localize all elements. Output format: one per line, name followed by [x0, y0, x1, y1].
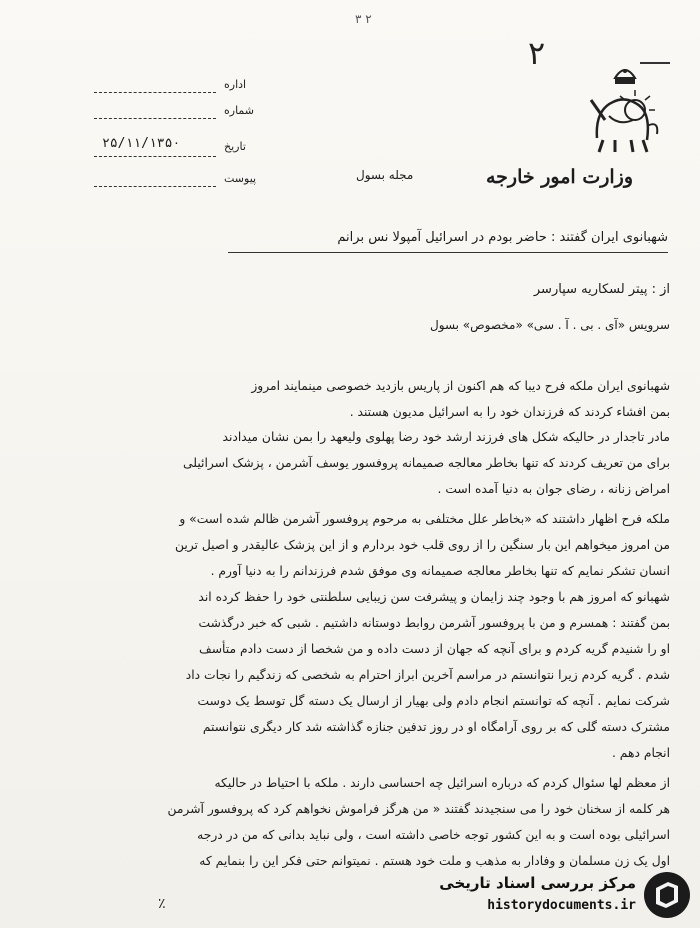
field-label-number: شماره — [224, 104, 255, 117]
archive-logo-icon — [642, 870, 692, 920]
body-line: بمن گفتند : همسرم و من با پروفسور آشرمن روابط دوستانه داشتیم . شبی که خبر درگذشت — [198, 616, 670, 630]
body-line: مادر تاجدار در حالیکه شکل های فرزند ارشد خود رضا پهلوی ولیعهد را بمن نشان میدادند — [222, 430, 670, 444]
field-line-date — [94, 156, 216, 157]
body-line: امراض زنانه ، رضای جوان به دنیا آمده است . — [437, 482, 670, 496]
paragraph-4 — [36, 584, 670, 766]
source-line: سرویس «آی . بی . آ . سی» «مخصوص» بسول — [430, 318, 670, 332]
lion-and-sun-emblem-icon — [585, 60, 665, 160]
body-line: اول یک زن مسلمان و وفادار به مذهب و ملت خود هستم . نمیتوانم حتی فکر این را بنمایم که — [199, 854, 670, 868]
field-label-date: تاریخ — [224, 140, 246, 153]
body-line: ملکه فرح اظهار داشتند که «بخاطر علل مختلفی به مرحوم پروفسور آشرمن ظالم شده است» و — [179, 512, 670, 526]
field-line-number — [94, 118, 216, 119]
subheading: مجله بسول — [356, 168, 414, 182]
paragraph-5 — [36, 770, 670, 874]
byline: از : پیتر لسکاریه سپارسر — [533, 282, 670, 297]
watermark-url: historydocuments.ir — [487, 898, 636, 913]
body-line: شهبانوی ایران ملکه فرح دیبا که هم اکنون از پاریس بازدید خصوصی مینمایند امروز — [251, 379, 670, 393]
ministry-title: وزارت امور خارجه — [486, 166, 634, 188]
field-label-attachment: پیوست — [224, 172, 257, 185]
body-line: از معظم لها سئوال کردم که درباره اسرائیل چه احساسی دارند . ملکه با احتیاط در حالیکه — [214, 776, 670, 790]
paragraph-2 — [36, 424, 670, 502]
footer-mark: ٪ — [158, 896, 166, 912]
body-line: اسرائیلی بوده است و به این کشور توجه خاصی داشته است ، ولی نباید بدانی که من در درجه — [197, 828, 670, 842]
paragraph-3 — [36, 506, 670, 584]
paragraph-1 — [36, 373, 670, 425]
body-line: بمن افشاء کردند که فرزندان خود را به اسرائیل مدیون هستند . — [349, 405, 670, 419]
watermark — [408, 868, 698, 924]
watermark-title: مرکز بررسی اسناد تاریخی — [439, 874, 636, 892]
headline: شهبانوی ایران گفتند : حاضر بودم در اسرائیل آمپولا نس برانم — [337, 230, 668, 245]
headline-underline — [228, 252, 668, 253]
field-line-department — [94, 92, 216, 93]
top-scribble: ۳ ۲ — [355, 12, 372, 26]
body-line: او را شنیدم گریه کردم و برای آنچه که جهان از دست داده و من شخصا از دست دادم متأسف — [198, 642, 670, 656]
field-line-attachment — [94, 186, 216, 187]
body-line: برای من تعریف کردند که تنها بخاطر معالجه صمیمانه پروفسور یوسف آشرمن ، پزشک اسرائیلی — [183, 456, 670, 470]
body-line: انجام دهم . — [611, 746, 670, 760]
body-line: شهبانو که امروز هم با وجود چند زایمان و پیشرفت سن زیبایی سلطنتی خود را حفظ کرده اند — [198, 590, 670, 604]
body-line: شرکت نمایم . آنچه که توانستم انجام دادم ولی بهیار از ارسال یک دسته گل توسط یک دوست — [197, 694, 670, 708]
handwritten-mark: ۲ — [528, 34, 546, 72]
body-line: هر کلمه از سخنان خود را می سنجیدند گفتند « من هرگز فراموش نخواهم کرد که پروفسور آشرمن — [167, 802, 670, 816]
body-line: مشترک دسته گلی که بر روی آرامگاه او در روز تدفین جنازه گذاشته شد کار دیگری نتوانستم — [202, 720, 670, 734]
field-label-department: اداره — [224, 78, 247, 91]
body-line: شدم . گریه کردم زیرا نتوانستم در مراسم آخرین ابراز احترام به شخصی که زندگیم را نجات داد — [185, 668, 670, 682]
field-value-date: ۲۵/۱۱/۱۳۵۰ — [102, 136, 181, 151]
body-line: من امروز میخواهم این بار سنگین را از روی قلب خود بردارم و از این پزشک عالیقدر و اصیل ترین — [174, 538, 670, 552]
body-line: انسان تشکر نمایم که تنها بخاطر معالجه صمیمانه وی موفق شدم فرزندانم را به دنیا آورم . — [210, 564, 670, 578]
